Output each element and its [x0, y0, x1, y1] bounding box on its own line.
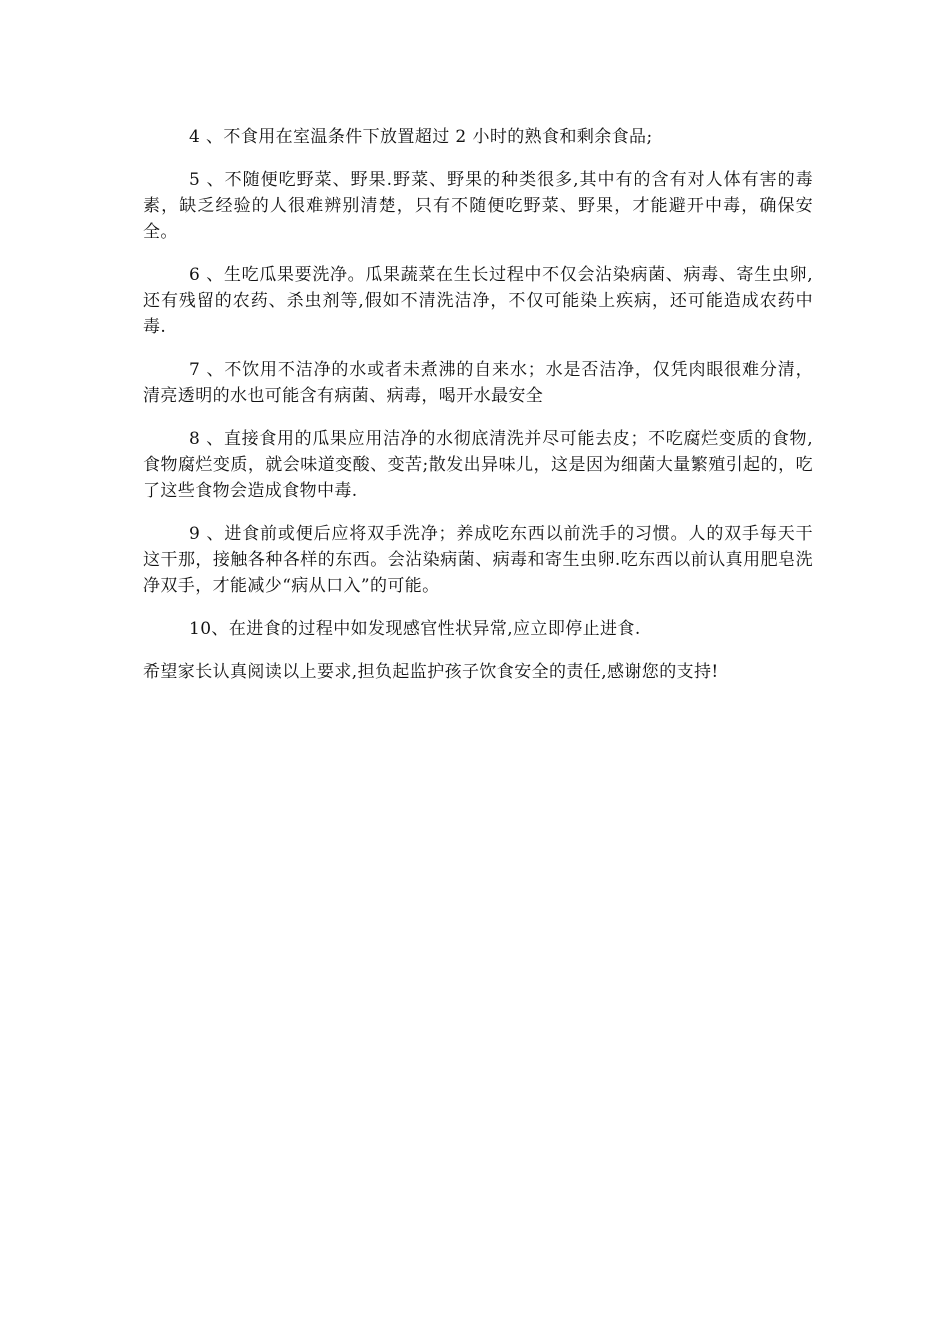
- rule-paragraph-6: 6 、生吃瓜果要洗净。瓜果蔬菜在生长过程中不仅会沾染病菌、病毒、寄生虫卵,还有残留的农药、杀虫剂等,假如不清洗洁净，不仅可能染上疾病，还可能造成农药中毒.: [143, 265, 813, 337]
- rule-paragraph-10: 10、在进食的过程中如发现感官性状异常,应立即停止进食.: [189, 619, 641, 639]
- rule-paragraph-5: 5 、不随便吃野菜、野果.野菜、野果的种类很多,其中有的含有对人体有害的毒素，缺乏经验的人很难辨别清楚，只有不随便吃野菜、野果，才能避开中毒，确保安全。: [143, 170, 813, 242]
- document-body: [143, 124, 813, 702]
- rule-paragraph-7: 7 、不饮用不洁净的水或者未煮沸的自来水；水是否洁净，仅凭肉眼很难分清，清亮透明的水也可能含有病菌、病毒，喝开水最安全: [143, 360, 813, 406]
- rule-paragraph-4: 4 、不食用在室温条件下放置超过 2 小时的熟食和剩余食品;: [189, 127, 653, 147]
- rule-paragraph-8: 8 、直接食用的瓜果应用洁净的水彻底清洗并尽可能去皮；不吃腐烂变质的食物,食物腐烂变质，就会味道变酸、变苦;散发出异味儿，这是因为细菌大量繁殖引起的，吃了这些食物会造成食物中毒.: [143, 429, 813, 501]
- closing-paragraph: 希望家长认真阅读以上要求,担负起监护孩子饮食安全的责任,感谢您的支持!: [143, 662, 719, 682]
- rule-paragraph-9: 9 、进食前或便后应将双手洗净；养成吃东西以前洗手的习惯。人的双手每天干这干那，接触各种各样的东西。会沾染病菌、病毒和寄生虫卵.吃东西以前认真用肥皂洗净双手，才能减少“病从口入”的可能。: [143, 524, 813, 596]
